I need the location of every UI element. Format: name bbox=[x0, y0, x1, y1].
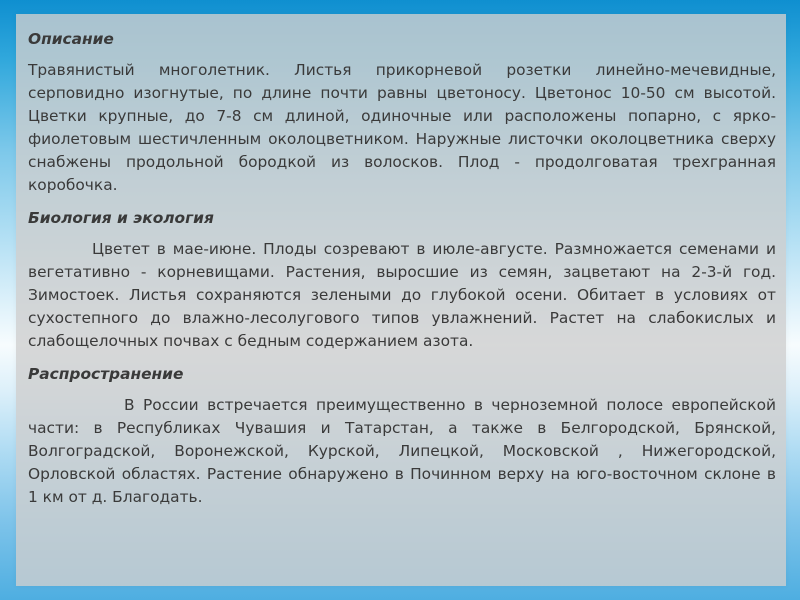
section-text-description: Травянистый многолетник. Листья прикорневой розетки линейно-мечевидные, серповидно изогнутые, по длине почти равны цветоносу. Цветонос 10-50 см высотой. Цветки крупные, до 7-8 см длиной, одиночные или расположены попарно, с ярко-фиолетовым шестичленным околоцветником. Наружные листочки околоцветника сверху снабжены продольной бородкой из волосков. Плод - продолговатая трехгранная коробочка. bbox=[28, 61, 776, 194]
section-text-distribution: В России встречается преимущественно в черноземной полосе европейской части: в Республиках Чувашия и Татарстан, а также в Белгородской, Брянской, Волгоградской, Воронежской, Курской, Липецкой, Московской , Нижегородской, Орловской областях. Растение обнаружено в Починном верху на юго-восточном склоне в 1 км от д. Благодать. bbox=[28, 396, 776, 506]
section-heading-biology: Биология и экология bbox=[28, 209, 214, 227]
section-text-biology: Цветет в мае-июне. Плоды созревают в июле-августе. Размножается семенами и вегетативно - корневищами. Растения, выросшие из семян, зацветают на 2-3-й год. Зимостоек. Листья сохраняются зелеными до глубокой осени. Обитает в условиях от сухостепного до влажно-лесолугового типов увлажнений. Растет на слабокислых и слабощелочных почвах с бедным содержанием азота. bbox=[28, 240, 776, 350]
document-body bbox=[28, 28, 776, 519]
section-heading-distribution: Распространение bbox=[28, 365, 184, 383]
section-heading-description: Описание bbox=[28, 30, 114, 48]
